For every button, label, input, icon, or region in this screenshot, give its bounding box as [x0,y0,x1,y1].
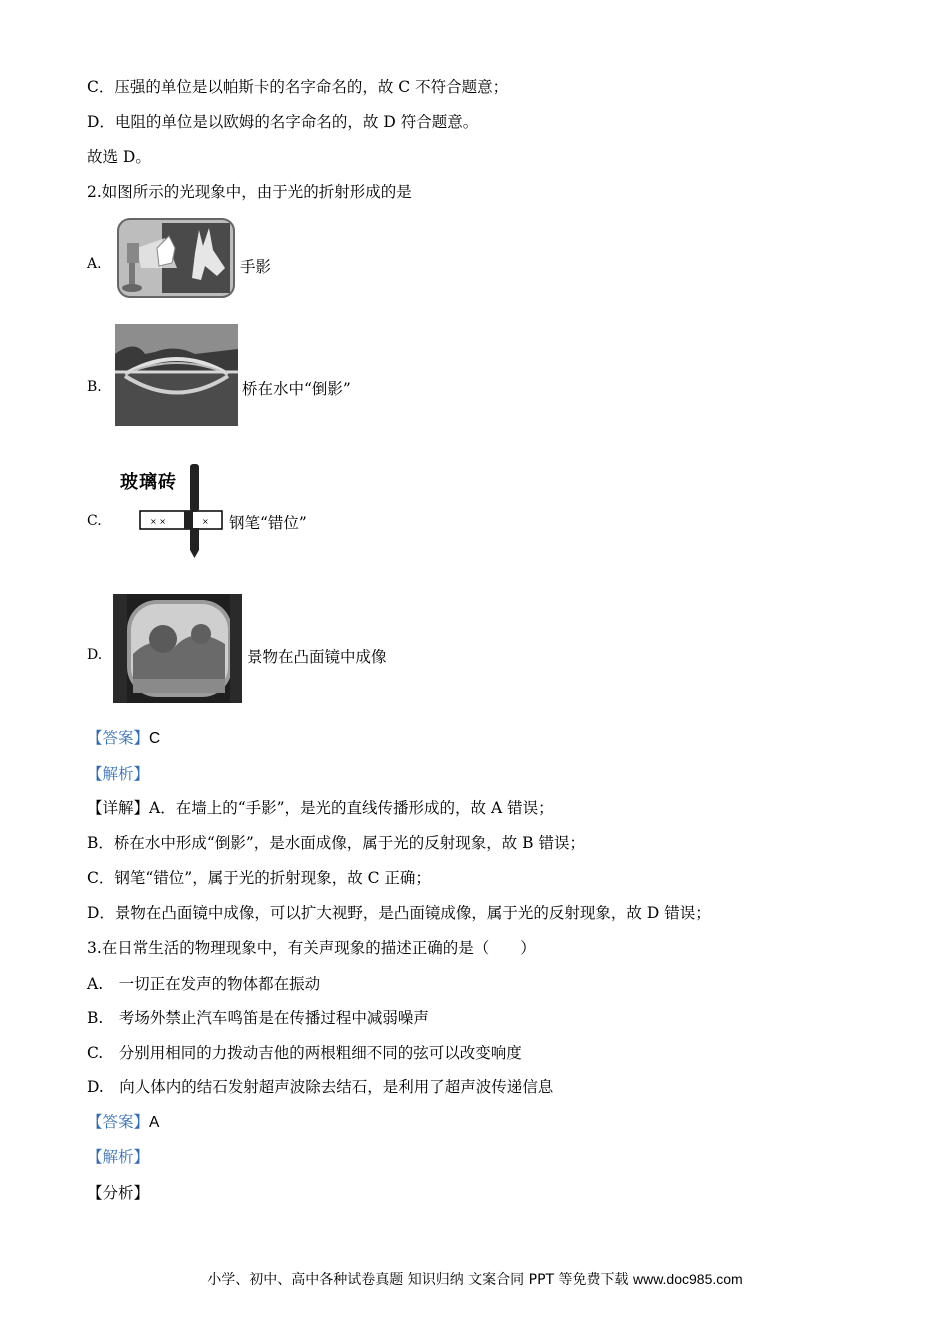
q3-option-d: D. 向人体内的结石发射超声波除去结石，是利用了超声波传递信息 [87,1078,554,1096]
svg-text:× ×: × × [150,517,166,526]
q3-analysis-tag: 【解析】 [87,1148,150,1166]
option-d-text: 景物在凸面镜中成像 [247,648,387,666]
convex-mirror-image [113,594,242,703]
answer-value: C [149,730,161,747]
conclusion-line: 故选 D。 [87,148,151,166]
explanation-line-d: D．电阻的单位是以欧姆的名字命名的，故 D 符合题意。 [87,113,479,131]
q2-detail-d: D．景物在凸面镜中成像，可以扩大视野，是凸面镜成像，属于光的反射现象，故 D 错误； [87,904,711,922]
option-b-text: 桥在水中“倒影” [242,380,351,398]
q3-answer [87,1112,159,1133]
bridge-reflection-image [115,324,238,426]
question-2-stem: 2.如图所示的光现象中，由于光的折射形成的是 [87,183,412,201]
explanation-line-c: C．压强的单位是以帕斯卡的名字命名的，故 C 不符合题意； [87,78,509,96]
q2-detail-a [87,798,554,818]
q2-detail-b: B．桥在水中形成“倒影”，是水面成像，属于光的反射现象，故 B 错误； [87,834,585,852]
q2-detail-c: C．钢笔“错位”，属于光的折射现象，故 C 正确； [87,869,431,887]
answer-value: A [149,1114,160,1131]
option-a-text: 手影 [240,258,272,276]
q3-option-c: C. 分别用相同的力拨动吉他的两根粗细不同的弦可以改变响度 [87,1044,522,1062]
question-3-stem: 3.在日常生活的物理现象中，有关声现象的描述正确的是（ ） [87,939,536,957]
pen-glass-image [118,464,224,558]
detail-a-text: A．在墙上的“手影”，是光的直线传播形成的，故 A 错误； [149,799,554,817]
glass-brick-label: 玻璃砖 [120,472,177,493]
q2-answer [87,728,160,749]
detail-tag: 【详解】 [87,799,150,817]
footer-site-link[interactable]: www.doc985.com [632,1271,743,1287]
option-c-text: 钢笔“错位” [229,514,307,532]
footer-text: 小学、初中、高中各种试卷真题 知识归纳 文案合同 PPT 等免费下载 [207,1272,629,1288]
q3-analysis-heading: 【分析】 [87,1184,150,1202]
answer-tag: 【答案】 [87,729,150,747]
q3-option-b: B. 考场外禁止汽车鸣笛是在传播过程中减弱噪声 [87,1009,429,1027]
svg-text:×: × [202,517,209,526]
hand-shadow-image [117,218,235,298]
option-b-label: B. [87,379,102,395]
answer-tag: 【答案】 [87,1113,150,1131]
q3-option-a: A. 一切正在发声的物体都在振动 [87,975,321,993]
option-a-label: A. [87,256,102,272]
option-d-label: D. [87,647,103,663]
q2-analysis-tag: 【解析】 [87,765,150,783]
option-c-label: C. [87,513,102,529]
page-footer [0,1269,950,1289]
